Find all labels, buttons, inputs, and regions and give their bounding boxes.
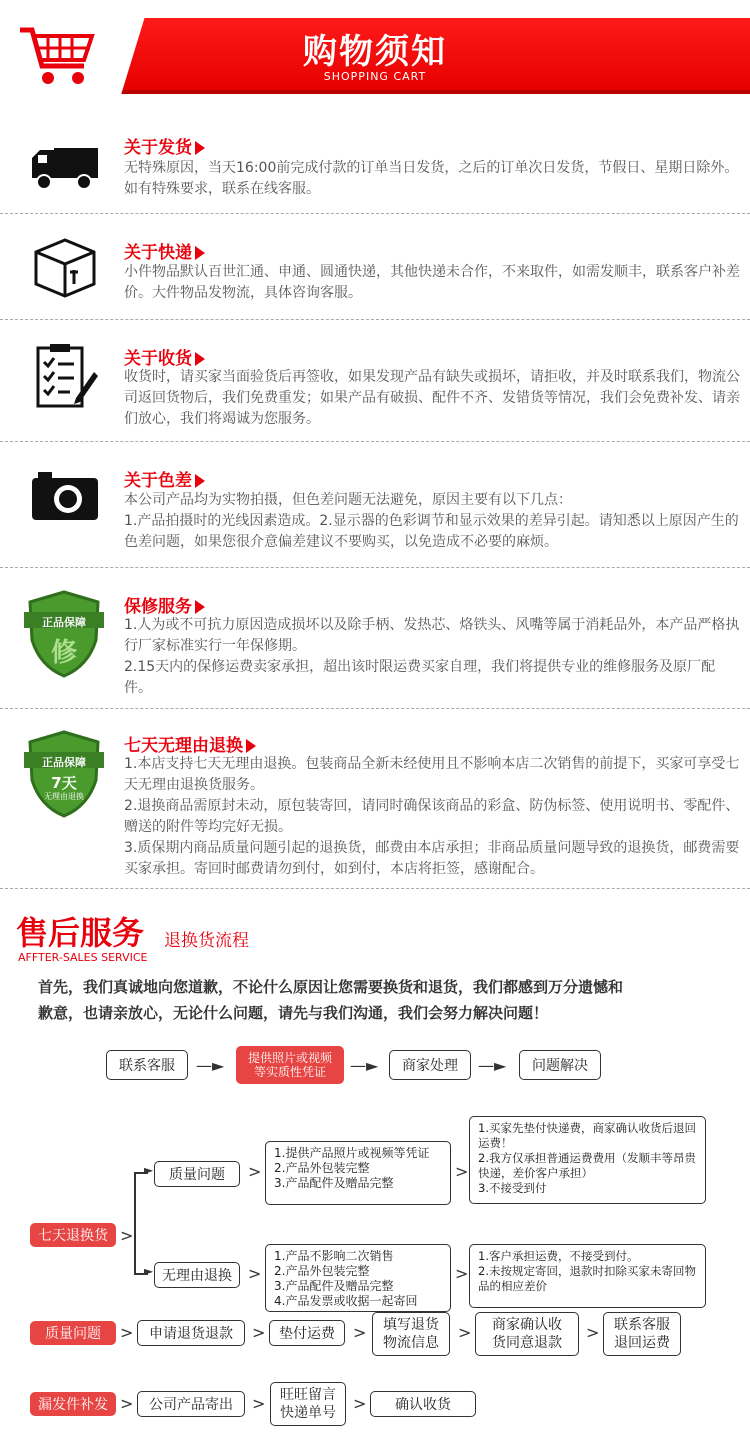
seven-day-shield-icon: 正品保障 7天 无理由退换 — [24, 728, 104, 820]
package-icon — [30, 232, 100, 302]
flow2-connector — [134, 1172, 136, 1274]
flow-arrow: > — [353, 1323, 367, 1342]
flow4-receive: 确认收货 — [370, 1391, 476, 1417]
flow4-ship: 公司产品寄出 — [137, 1391, 245, 1417]
flow3-start: 质量问题 — [30, 1321, 116, 1345]
flow-arrow: —► — [196, 1056, 225, 1075]
flow2-start: 七天退换货 — [30, 1223, 116, 1247]
flow3-pay: 垫付运费 — [269, 1320, 345, 1346]
flow2-quality-results: 1.买家先垫付快递费，商家确认收货后退回运费！ 2.我方仅承担普通运费费用（发顺丰等昂贵快递，差价客户承担） 3.不接受到付 — [469, 1116, 706, 1204]
flow-arrow: > — [120, 1323, 134, 1342]
section-title: 关于色差 — [124, 466, 205, 491]
camera-icon — [30, 462, 100, 532]
section-title: 保修服务 — [124, 592, 205, 617]
flow4-message: 旺旺留言快递单号 — [270, 1382, 346, 1426]
page-subtitle: SHOPPING CART — [323, 70, 427, 83]
flow-arrow: —► — [350, 1056, 379, 1075]
truck-icon — [30, 128, 100, 198]
flow-step-solve: 问题解决 — [519, 1050, 601, 1080]
flow3-contact: 联系客服退回运费 — [603, 1312, 681, 1356]
flow-arrow: > — [458, 1323, 472, 1342]
flow-arrow: > — [120, 1226, 134, 1245]
aftersales-title: 售后服务 — [16, 914, 145, 952]
flow-step-evidence: 提供照片或视频等实质性凭证 — [236, 1046, 344, 1084]
repair-shield-icon: 正品保障 修 — [24, 588, 104, 680]
checklist-icon — [30, 342, 100, 412]
flow-arrow: > — [353, 1394, 367, 1413]
flow-step-contact: 联系客服 — [106, 1050, 188, 1080]
section-text: 小件物品默认百世汇通、申通、圆通快递，其他快递未合作，不来取件，如需发顺丰，联系客户补差价。大件物品发物流，具体咨询客服。 — [124, 264, 740, 301]
flow2-quality-conditions: 1.提供产品照片或视频等凭证 2.产品外包装完整 3.产品配件及赠品完整 — [265, 1141, 451, 1205]
flow-arrow: > — [252, 1323, 266, 1342]
section-text: 本公司产品均为实物拍摄，但色差问题无法避免，原因主要有以下几点： 1.产品拍摄时的光线因素造成。2.显示器的色彩调节和显示效果的差异引起。请知悉以上原因产生的色差问题，如果您很介意偏差建议不要购买，以免造成不必要的麻烦。 — [124, 492, 739, 550]
flow-arrow: ► — [144, 1163, 154, 1177]
flow4-start: 漏发件补发 — [30, 1392, 116, 1416]
section-title: 关于发货 — [124, 133, 205, 158]
page-title: 购物须知 — [303, 32, 447, 72]
flow-arrow: ► — [144, 1264, 154, 1278]
flow2-quality: 质量问题 — [154, 1161, 240, 1187]
section-title: 关于收货 — [124, 344, 205, 369]
flow2-no-reason-conditions: 1.产品不影响二次销售 2.产品外包装完整 3.产品配件及赠品完整 4.产品发票或收据一起寄回 — [265, 1244, 451, 1312]
section-title: 关于快递 — [124, 238, 205, 263]
section-text: 1.人为或不可抗力原因造成损坏以及除手柄、发热芯、烙铁头、风嘴等属于消耗品外，本产品严格执行厂家标准实行一年保修期。 2.15天内的保修运费卖家承担，超出该时限运费买家自理，我们将提供专业的维修服务及原厂配件。 — [124, 617, 740, 696]
section-text: 收货时，请买家当面验货后再签收，如果发现产品有缺失或损坏，请拒收，并及时联系我们，物流公司返回货物后，我们免费重发；如果产品有破损、配件不齐、发错货等情况，我们会免费补发、请亲们放心，我们将竭诚为您服务。 — [124, 369, 740, 427]
flow-arrow: > — [455, 1162, 469, 1181]
aftersales-subtitle: 退换货流程 — [164, 931, 249, 951]
apology-line-1: 首先，我们真诚地向您道歉，不论什么原因让您需要换货和退货，我们都感到万分遗憾和 — [38, 978, 624, 996]
flow-arrow: —► — [478, 1056, 507, 1075]
section-text: 无特殊原因，当天16:00前完成付款的订单当日发货，之后的订单次日发货，节假日、星期日除外。如有特殊要求，联系在线客服。 — [124, 160, 739, 197]
flow-arrow: > — [252, 1394, 266, 1413]
flow-arrow: > — [120, 1394, 134, 1413]
flow-arrow: > — [248, 1162, 262, 1181]
aftersales-en: AFFTER-SALES SERVICE — [18, 951, 148, 964]
flow2-no-reason: 无理由退换 — [154, 1262, 240, 1288]
flow-arrow: > — [455, 1264, 469, 1283]
flow-arrow: > — [248, 1264, 262, 1283]
section-title: 七天无理由退换 — [124, 731, 256, 756]
flow-step-process: 商家处理 — [389, 1050, 471, 1080]
flow3-fill: 填写退货物流信息 — [372, 1312, 450, 1356]
apology-line-2: 歉意，也请亲放心，无论什么问题，请先与我们沟通，我们会努力解决问题！ — [38, 1004, 549, 1022]
flow3-confirm: 商家确认收货同意退款 — [475, 1312, 579, 1356]
flow3-apply: 申请退货退款 — [137, 1320, 245, 1346]
flow-arrow: > — [586, 1323, 600, 1342]
section-text: 1.本店支持七天无理由退换。包装商品全新未经使用且不影响本店二次销售的前提下，买家可享受七天无理由退换货服务。 2.退换商品需原封未动，原包装寄回，请同时确保该商品的彩盒、防伪标签、使用说明书、零配件、赠送的附件等均完好无损。 3.质保期内商品质量问题引起的退换货，邮费由本店承担；非商品质量问题导致的退换货，邮费需要买家承担。寄回时邮费请勿到付，如到付，本店将拒签，感谢配合。 — [124, 756, 740, 877]
flow2-no-reason-results: 1.客户承担运费，不接受到付。 2.未按规定寄回，退款时扣除买家未寄回物品的相应差价 — [469, 1244, 706, 1308]
